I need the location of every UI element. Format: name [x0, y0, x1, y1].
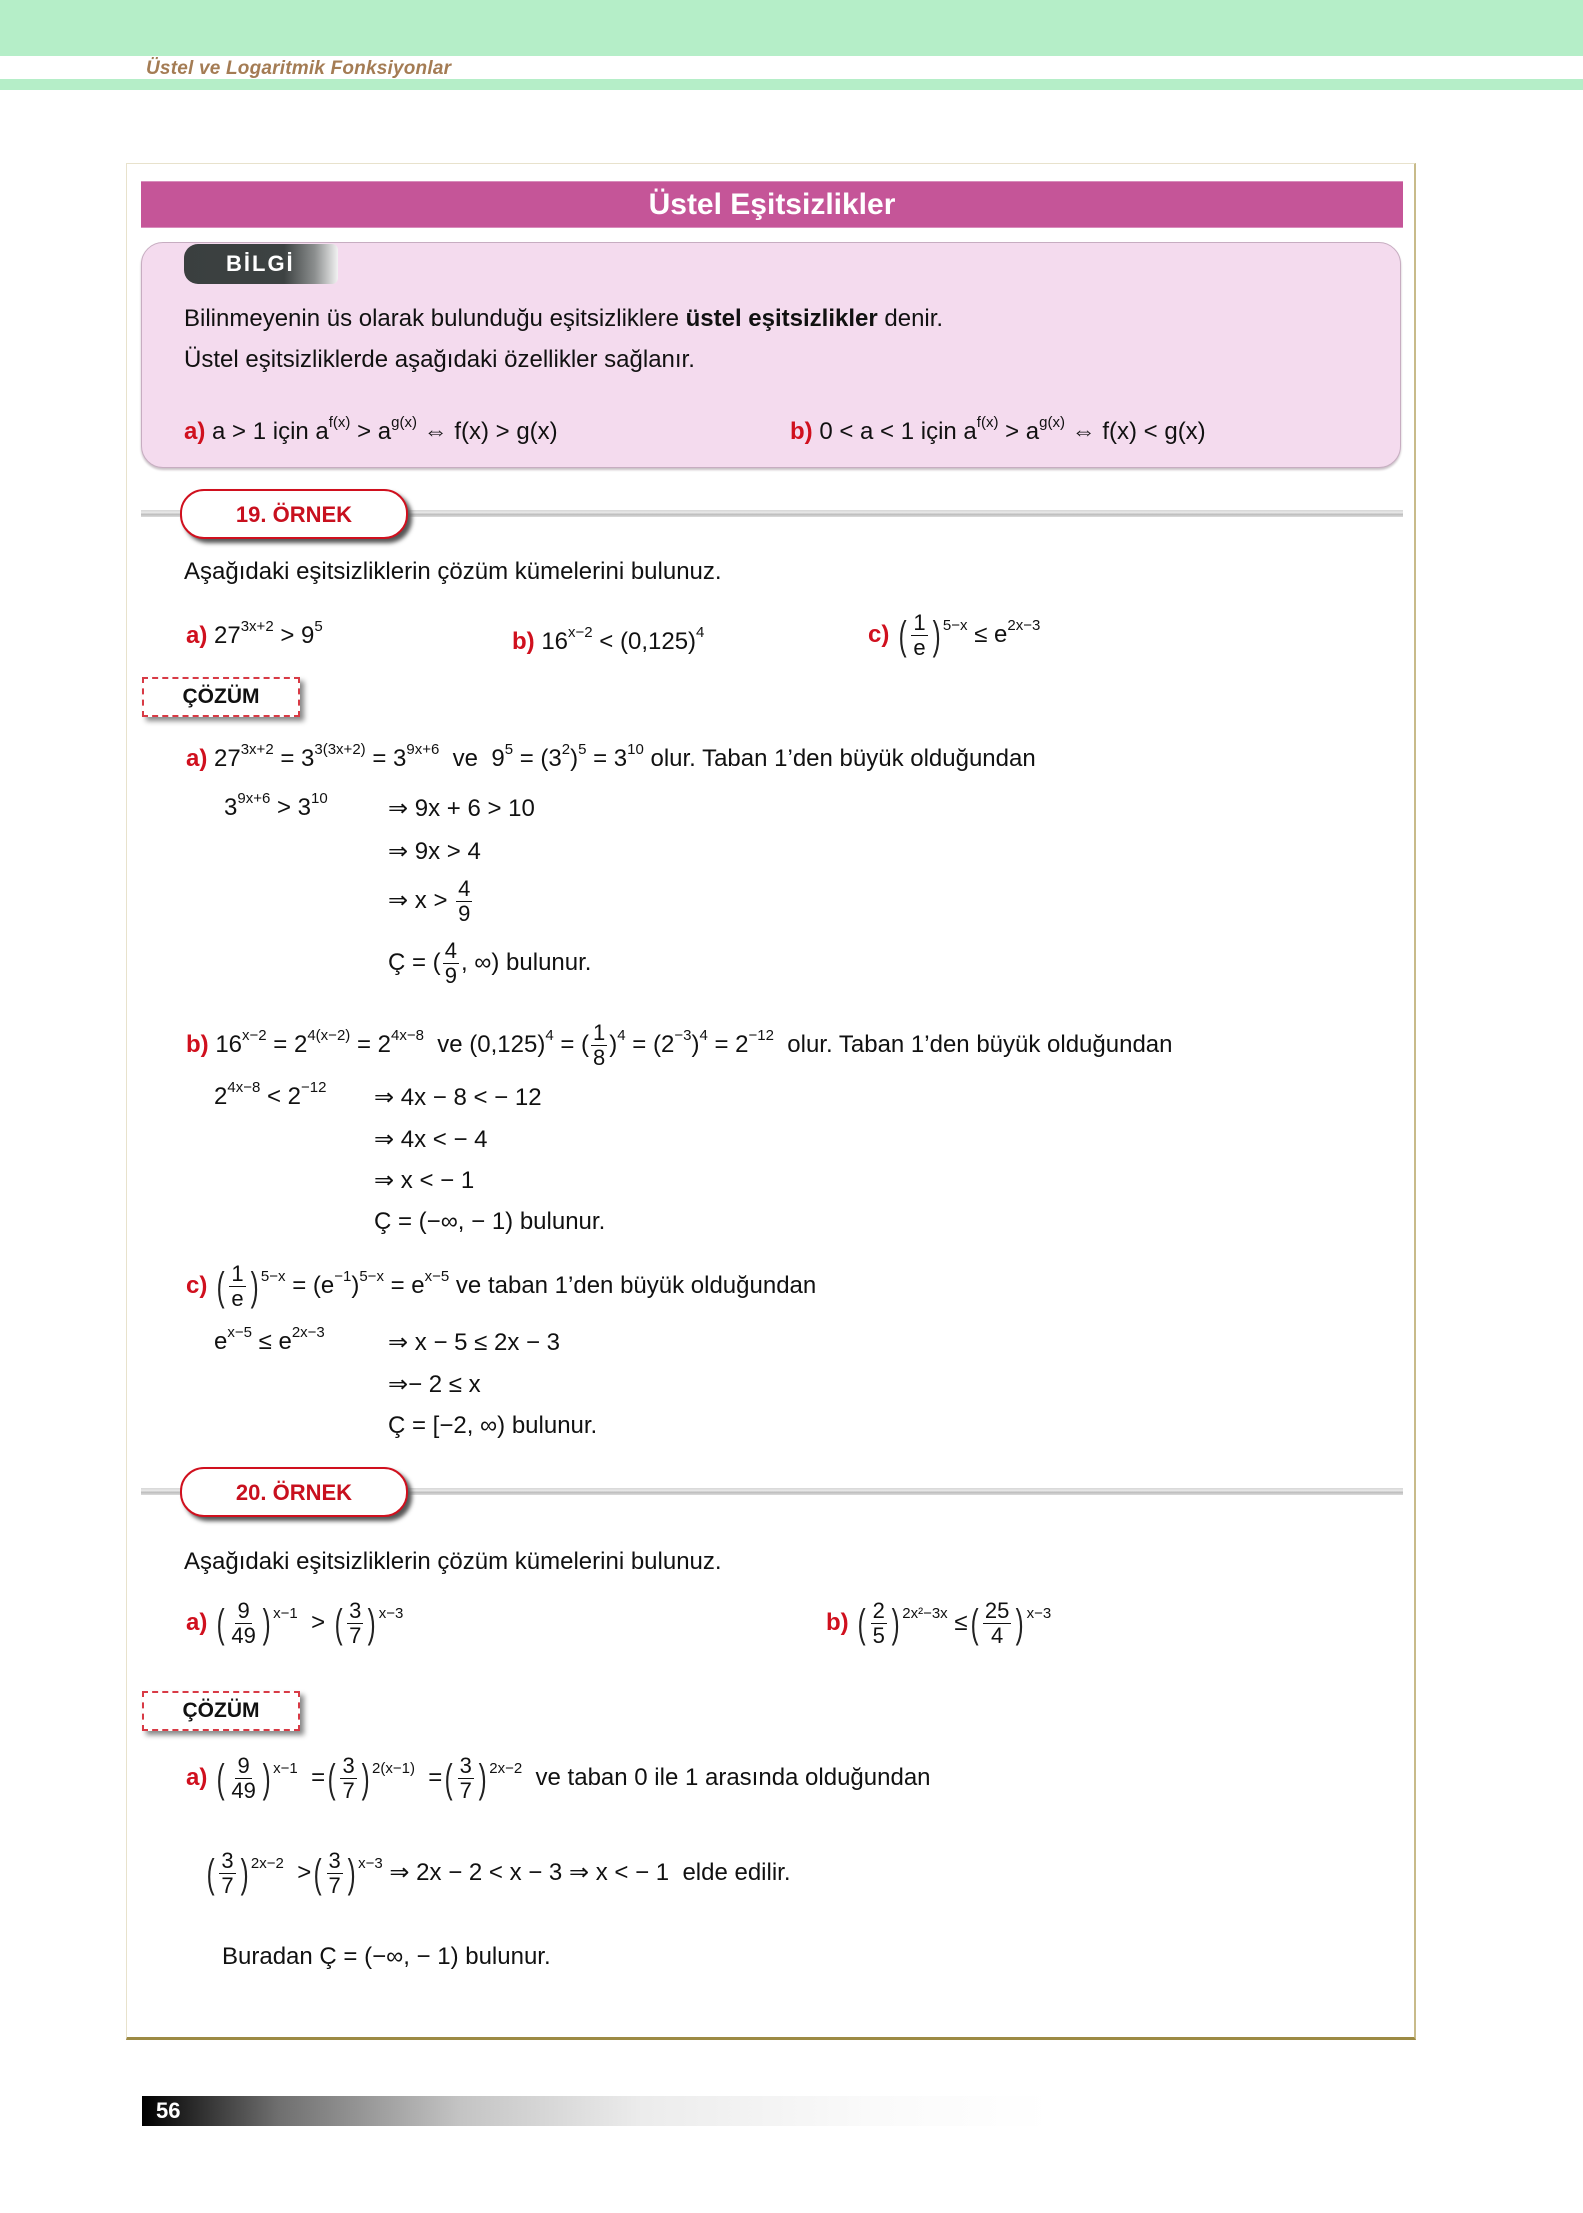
solution-20a-result: Buradan Ç = (−∞, − 1) bulunur. — [222, 1943, 551, 1970]
fraction: $\frac{1}{e}$ — [913, 610, 926, 660]
solution-19c-result: Ç = [−2, ∞) bulunur. — [388, 1412, 598, 1439]
exponent: 3x+2 — [240, 618, 274, 635]
solution-step: ⇒ x > $\frac{4}{9}$ — [388, 876, 471, 926]
solution-19a-line: a) $27^{3x+2} = 3^{3(3x+2)} = 3^{9x+6}$ ve $9^5 = (3^2)^5 = 3^{10}$ olur. Taban 1’den büyük olduğundan — [186, 741, 1036, 772]
item-label: b) — [790, 418, 813, 445]
math-text: 27 — [214, 622, 241, 649]
solution-19b-step0: $2^{4x-8} < 2^{-12}$ — [214, 1079, 327, 1110]
solution-step: ⇒ 9x > 4 — [388, 838, 481, 865]
item-label: a) — [186, 1608, 208, 1636]
solution-20a-line: a) ( $\frac{9}{49}$ ) $^{x-1}$ =( $\frac{3}{7}$ ) $^{2(x-1)}$ =( $\frac{3}{7}$ ) $^{2x-2}$ ve taban 0 ile 1 arasında olduğundan — [186, 1753, 931, 1803]
item-label: b) — [186, 1030, 209, 1058]
example-20-tab: 20. ÖRNEK — [180, 1467, 408, 1517]
exponent: x−2 — [568, 624, 593, 641]
exponent: f(x) — [328, 414, 351, 431]
exponent: g(x) — [1039, 414, 1065, 431]
info-line-2: Üstel eşitsizliklerde aşağıdaki özellikler sağlanır. — [184, 346, 695, 373]
problem-20a: a) ( $\frac{9}{49}$ ) $^{x-1}$ > ( $\frac{3}{7}$ ) $^{x-3}$ — [186, 1598, 404, 1648]
math-text: ⇔ f(x) < g(x) — [1065, 418, 1206, 445]
solution-20-tab: ÇÖZÜM — [142, 1691, 300, 1731]
math-text: > a — [350, 418, 392, 445]
exponent: 4 — [696, 624, 705, 641]
math-text: ≤ e — [967, 620, 1008, 648]
solution-19a-result: Ç = ( $\frac{4}{9}$ , ∞) bulunur. — [388, 938, 592, 988]
problem-19c: c) ( $\frac{1}{e}$ ) $^{5-x} \le e^{2x-3}$ — [868, 610, 1041, 660]
info-tab-label: BİLGİ — [184, 244, 338, 284]
problem-20b: b) ( $\frac{2}{5}$ ) $^{2x^2-3x}$ ≤( $\frac{25}{4}$ ) $^{x-3}$ — [826, 1598, 1052, 1648]
solution-step: ⇒ 9x + 6 > 10 — [388, 795, 535, 822]
exponent: 2x−3 — [1007, 616, 1041, 634]
item-label: c) — [186, 1271, 208, 1299]
item-label: c) — [868, 620, 890, 648]
solution-step: ⇒ x − 5 ≤ 2x − 3 — [388, 1329, 561, 1356]
example-20-prompt: Aşağıdaki eşitsizliklerin çözüm kümelerini bulunuz. — [184, 1548, 722, 1575]
running-title: Üstel ve Logaritmik Fonksiyonlar — [146, 58, 452, 79]
math-text: ⇔ f(x) > g(x) — [416, 418, 558, 445]
math-text: 0 < a < 1 için a — [819, 418, 977, 445]
property-b — [790, 414, 1206, 446]
exponent: f(x) — [976, 414, 999, 431]
exponent: 5 — [314, 618, 323, 635]
info-term: üstel eşitsizlikler — [685, 305, 878, 332]
info-definition — [184, 305, 943, 333]
solution-19b-result: Ç = (−∞, − 1) bulunur. — [374, 1208, 606, 1235]
item-label: a) — [186, 622, 208, 649]
info-text: Bilinmeyenin üs olarak bulunduğu eşitsizliklere — [184, 305, 686, 332]
item-label: a) — [186, 1763, 208, 1791]
problem-19b — [512, 624, 705, 656]
solution-step: ⇒ x < − 1 — [374, 1167, 475, 1194]
solution-step: ⇒− 2 ≤ x — [388, 1371, 481, 1398]
info-text: denir. — [877, 305, 944, 332]
problem-19a — [186, 618, 323, 650]
example-19-tab: 19. ÖRNEK — [180, 489, 408, 539]
item-label: a) — [184, 418, 206, 445]
math-text: > a — [998, 418, 1040, 445]
solution-20a-step: ( $\frac{3}{7}$ ) $^{2x-2}$ >( $\frac{3}{7}$ ) $^{x-3}$ ⇒ 2x − 2 < x − 3 ⇒ x < − 1 elde edilir. — [206, 1848, 791, 1898]
math-text: > 9 — [273, 622, 315, 649]
header-underline-band — [0, 79, 1583, 90]
solution-step: ⇒ 4x < − 4 — [374, 1126, 488, 1153]
top-color-band — [0, 0, 1583, 56]
item-label: a) — [186, 745, 208, 772]
math-text: < (0,125) — [592, 628, 697, 655]
page-number: 56 — [142, 2096, 1052, 2126]
math-text: a > 1 için a — [212, 418, 329, 445]
solution-19a-step0: $3^{9x+6} > 3^{10}$ — [224, 790, 328, 821]
solution-19-tab: ÇÖZÜM — [142, 677, 300, 717]
property-a — [184, 414, 558, 446]
example-19-prompt: Aşağıdaki eşitsizliklerin çözüm kümelerini bulunuz. — [184, 558, 722, 585]
math-text: 16 — [541, 628, 569, 655]
solution-step: ⇒ 4x − 8 < − 12 — [374, 1084, 542, 1111]
solution-19c-line: c) ( $\frac{1}{e}$ ) $^{5-x} = (e^{-1})^{5-x} = e^{x-5}$ ve taban 1’den büyük olduğundan — [186, 1261, 817, 1311]
section-title: Üstel Eşitsizlikler — [141, 181, 1403, 228]
item-label: b) — [512, 628, 535, 655]
exponent: g(x) — [391, 414, 417, 431]
solution-19b-line: b) $16^{x-2} = 2^{4(x-2)} = 2^{4x-8}$ ve $(0,125)^4$ = ( $\frac{1}{8}$ )$^4 = (2^{-3})^4 = 2^{-12}$ olur. Taban 1’den büyük olduğundan — [186, 1020, 1173, 1070]
exponent: 5−x — [942, 616, 968, 634]
solution-19c-step0: $e^{x-5} \le e^{2x-3}$ — [214, 1324, 325, 1355]
item-label: b) — [826, 1608, 849, 1636]
